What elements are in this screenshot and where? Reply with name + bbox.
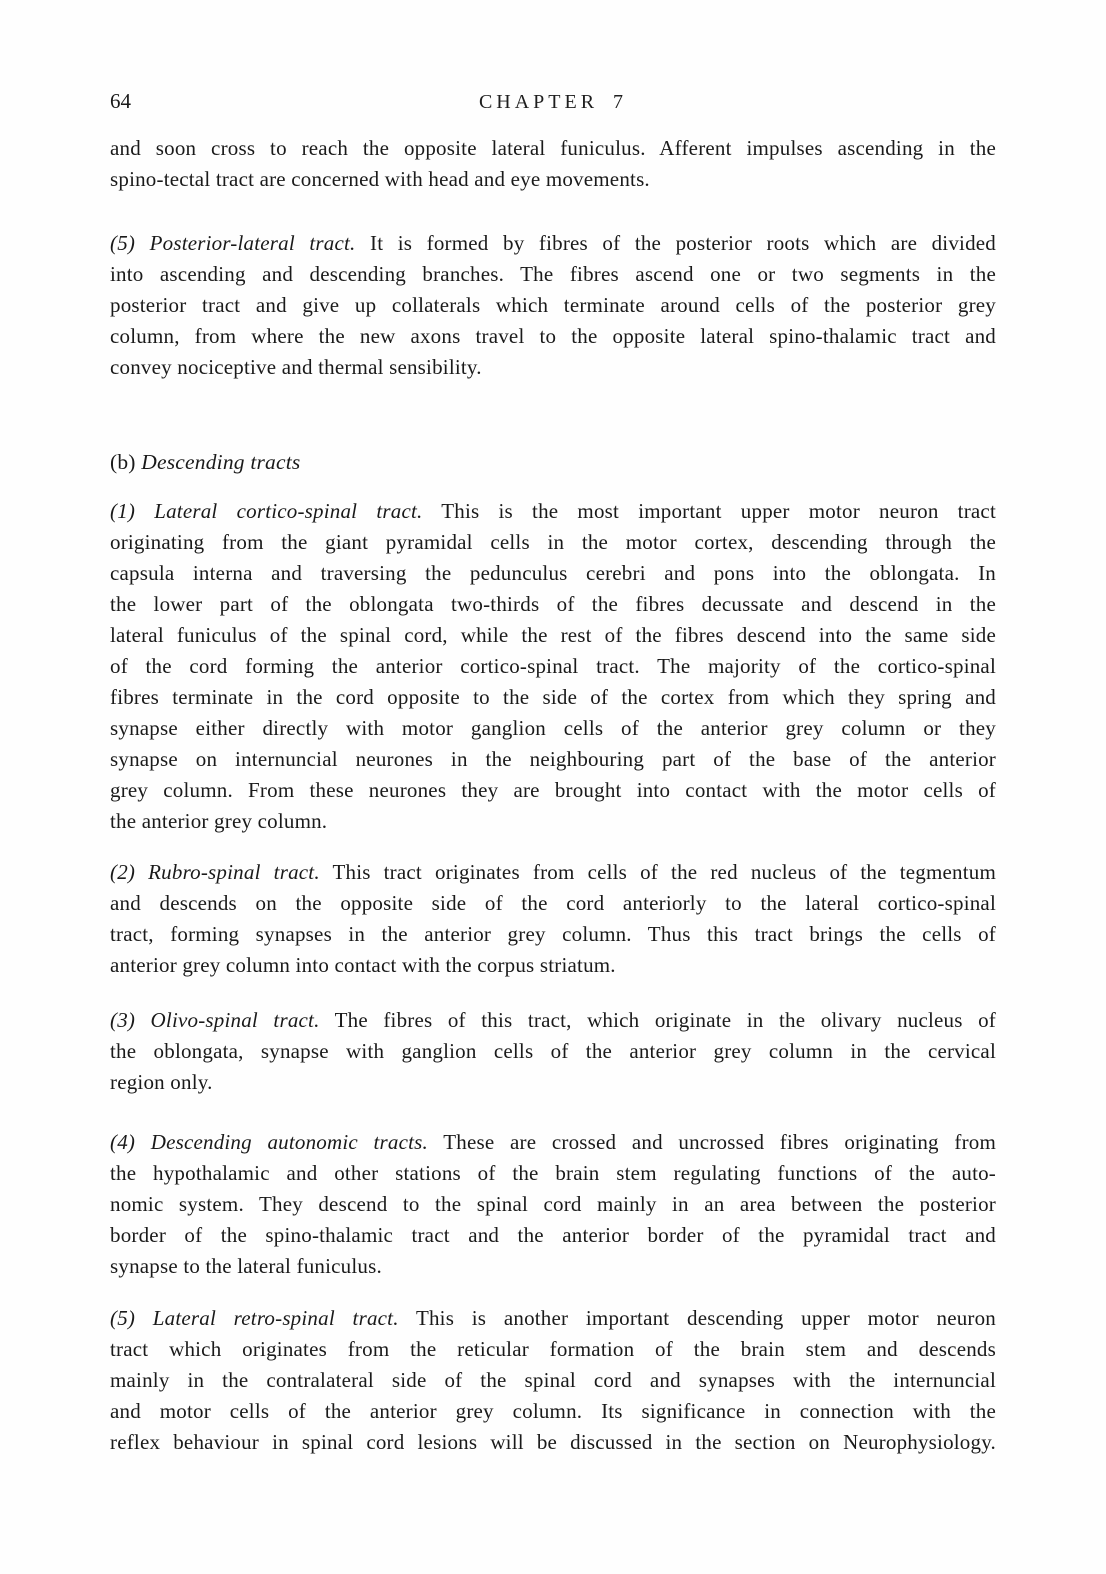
paragraph-olivo-spinal-tract [110,1005,996,1098]
text-line [110,620,996,651]
text-segment: These are crossed and uncrossed fibres originating from [428,1130,996,1154]
text-line [110,1036,996,1067]
text-segment: synapse either directly with motor ganglion cells of the anterior grey column or they [110,716,996,740]
page-header [0,88,1106,114]
text-line [110,744,996,775]
text-line [110,1303,996,1334]
text-segment: the hypothalamic and other stations of the brain stem regulating functions of the auto- [110,1161,996,1185]
text-line [110,651,996,682]
paragraph-descending-autonomic-tracts [110,1127,996,1282]
text-line [110,558,996,589]
italic-text-segment: (1) Lateral cortico-spinal tract. [110,499,423,523]
section-heading-title: Descending tracts [141,450,301,474]
text-segment: column, from where the new axons travel to the opposite lateral spino-thalamic tract and [110,324,996,348]
page-number: 64 [110,89,131,113]
text-line [110,888,996,919]
text-line [110,321,996,352]
text-segment: lateral funiculus of the spinal cord, while the rest of the fibres descend into the same side [110,623,996,647]
text-line [110,950,996,981]
text-line [110,1127,996,1158]
text-line [110,133,996,164]
text-line [110,713,996,744]
section-heading-descending-tracts [110,447,996,478]
text-line [110,857,996,888]
paragraph-posterior-lateral-tract [110,228,996,383]
text-line [110,1158,996,1189]
italic-text-segment: (2) Rubro-spinal tract. [110,860,320,884]
text-segment: synapse to the lateral funiculus. [110,1254,382,1278]
section-heading-label: (b) [110,450,142,474]
text-segment: and motor cells of the anterior grey column. Its significance in connection with the [110,1399,996,1423]
text-segment: the oblongata, synapse with ganglion cells of the anterior grey column in the cervical [110,1039,996,1063]
text-line [110,1067,996,1098]
text-segment: spino-tectal tract are concerned with head and eye movements. [110,167,650,191]
text-line [110,1220,996,1251]
text-segment: convey nociceptive and thermal sensibility. [110,355,482,379]
text-segment: This is another important descending upper motor neuron [398,1306,997,1330]
text-segment: the anterior grey column. [110,809,328,833]
text-segment: reflex behaviour in spinal cord lesions will be discussed in the section on Neurophysiology. [110,1430,996,1454]
paragraph-intro-continuation [110,133,996,195]
text-segment: nomic system. They descend to the spinal cord mainly in an area between the posterior [110,1192,996,1216]
text-line [110,290,996,321]
text-line [110,496,996,527]
italic-text-segment: (5) Posterior-lateral tract. [110,231,356,255]
text-line [110,1334,996,1365]
text-line [110,1189,996,1220]
text-line [110,919,996,950]
text-segment: synapse on internuncial neurones in the neighbouring part of the base of the anterior [110,747,996,771]
text-segment: originating from the giant pyramidal cells in the motor cortex, descending through the [110,530,996,554]
text-segment: This is the most important upper motor neuron tract [422,499,996,523]
text-line [110,164,996,195]
text-segment: posterior tract and give up collaterals which terminate around cells of the posterior grey [110,293,996,317]
text-segment: fibres terminate in the cord opposite to the side of the cortex from which they spring and [110,685,996,709]
text-segment: capsula interna and traversing the pedunculus cerebri and pons into the oblongata. In [110,561,996,585]
text-line [110,775,996,806]
text-line [110,259,996,290]
text-line [110,1365,996,1396]
text-segment: This tract originates from cells of the red nucleus of the tegmentum [319,860,996,884]
text-line [110,228,996,259]
text-segment: region only. [110,1070,213,1094]
paragraph-lateral-retro-spinal-tract [110,1303,996,1458]
text-segment: The fibres of this tract, which originate in the olivary nucleus of [319,1008,996,1032]
italic-text-segment: (5) Lateral retro-spinal tract. [110,1306,399,1330]
chapter-title: CHAPTER 7 [478,91,628,113]
text-line [110,682,996,713]
italic-text-segment: (4) Descending autonomic tracts. [110,1130,429,1154]
text-segment: and soon cross to reach the opposite lateral funiculus. Afferent impulses ascending in the [110,136,996,160]
text-line [110,1251,996,1282]
text-line [110,1427,996,1458]
text-segment: into ascending and descending branches. The fibres ascend one or two segments in the [110,262,996,286]
text-segment: tract, forming synapses in the anterior grey column. Thus this tract brings the cells of [110,922,996,946]
text-segment: of the cord forming the anterior cortico-spinal tract. The majority of the cortico-spinal [110,654,996,678]
text-segment: border of the spino-thalamic tract and the anterior border of the pyramidal tract and [110,1223,996,1247]
text-segment: mainly in the contralateral side of the spinal cord and synapses with the internuncial [110,1368,996,1392]
text-line [110,589,996,620]
text-segment: and descends on the opposite side of the cord anteriorly to the lateral cortico-spinal [110,891,996,915]
paragraph-rubro-spinal-tract [110,857,996,981]
text-line [110,1005,996,1036]
text-line [110,806,996,837]
text-line [110,527,996,558]
text-segment: anterior grey column into contact with the corpus striatum. [110,953,616,977]
text-segment: the lower part of the oblongata two-thirds of the fibres decussate and descend in the [110,592,996,616]
paragraph-lateral-cortico-spinal-tract [110,496,996,837]
text-line [110,352,996,383]
text-segment: It is formed by fibres of the posterior roots which are divided [355,231,996,255]
text-segment: tract which originates from the reticular formation of the brain stem and descends [110,1337,996,1361]
italic-text-segment: (3) Olivo-spinal tract. [110,1008,320,1032]
text-segment: grey column. From these neurones they are brought into contact with the motor cells of [110,778,996,802]
text-line [110,1396,996,1427]
